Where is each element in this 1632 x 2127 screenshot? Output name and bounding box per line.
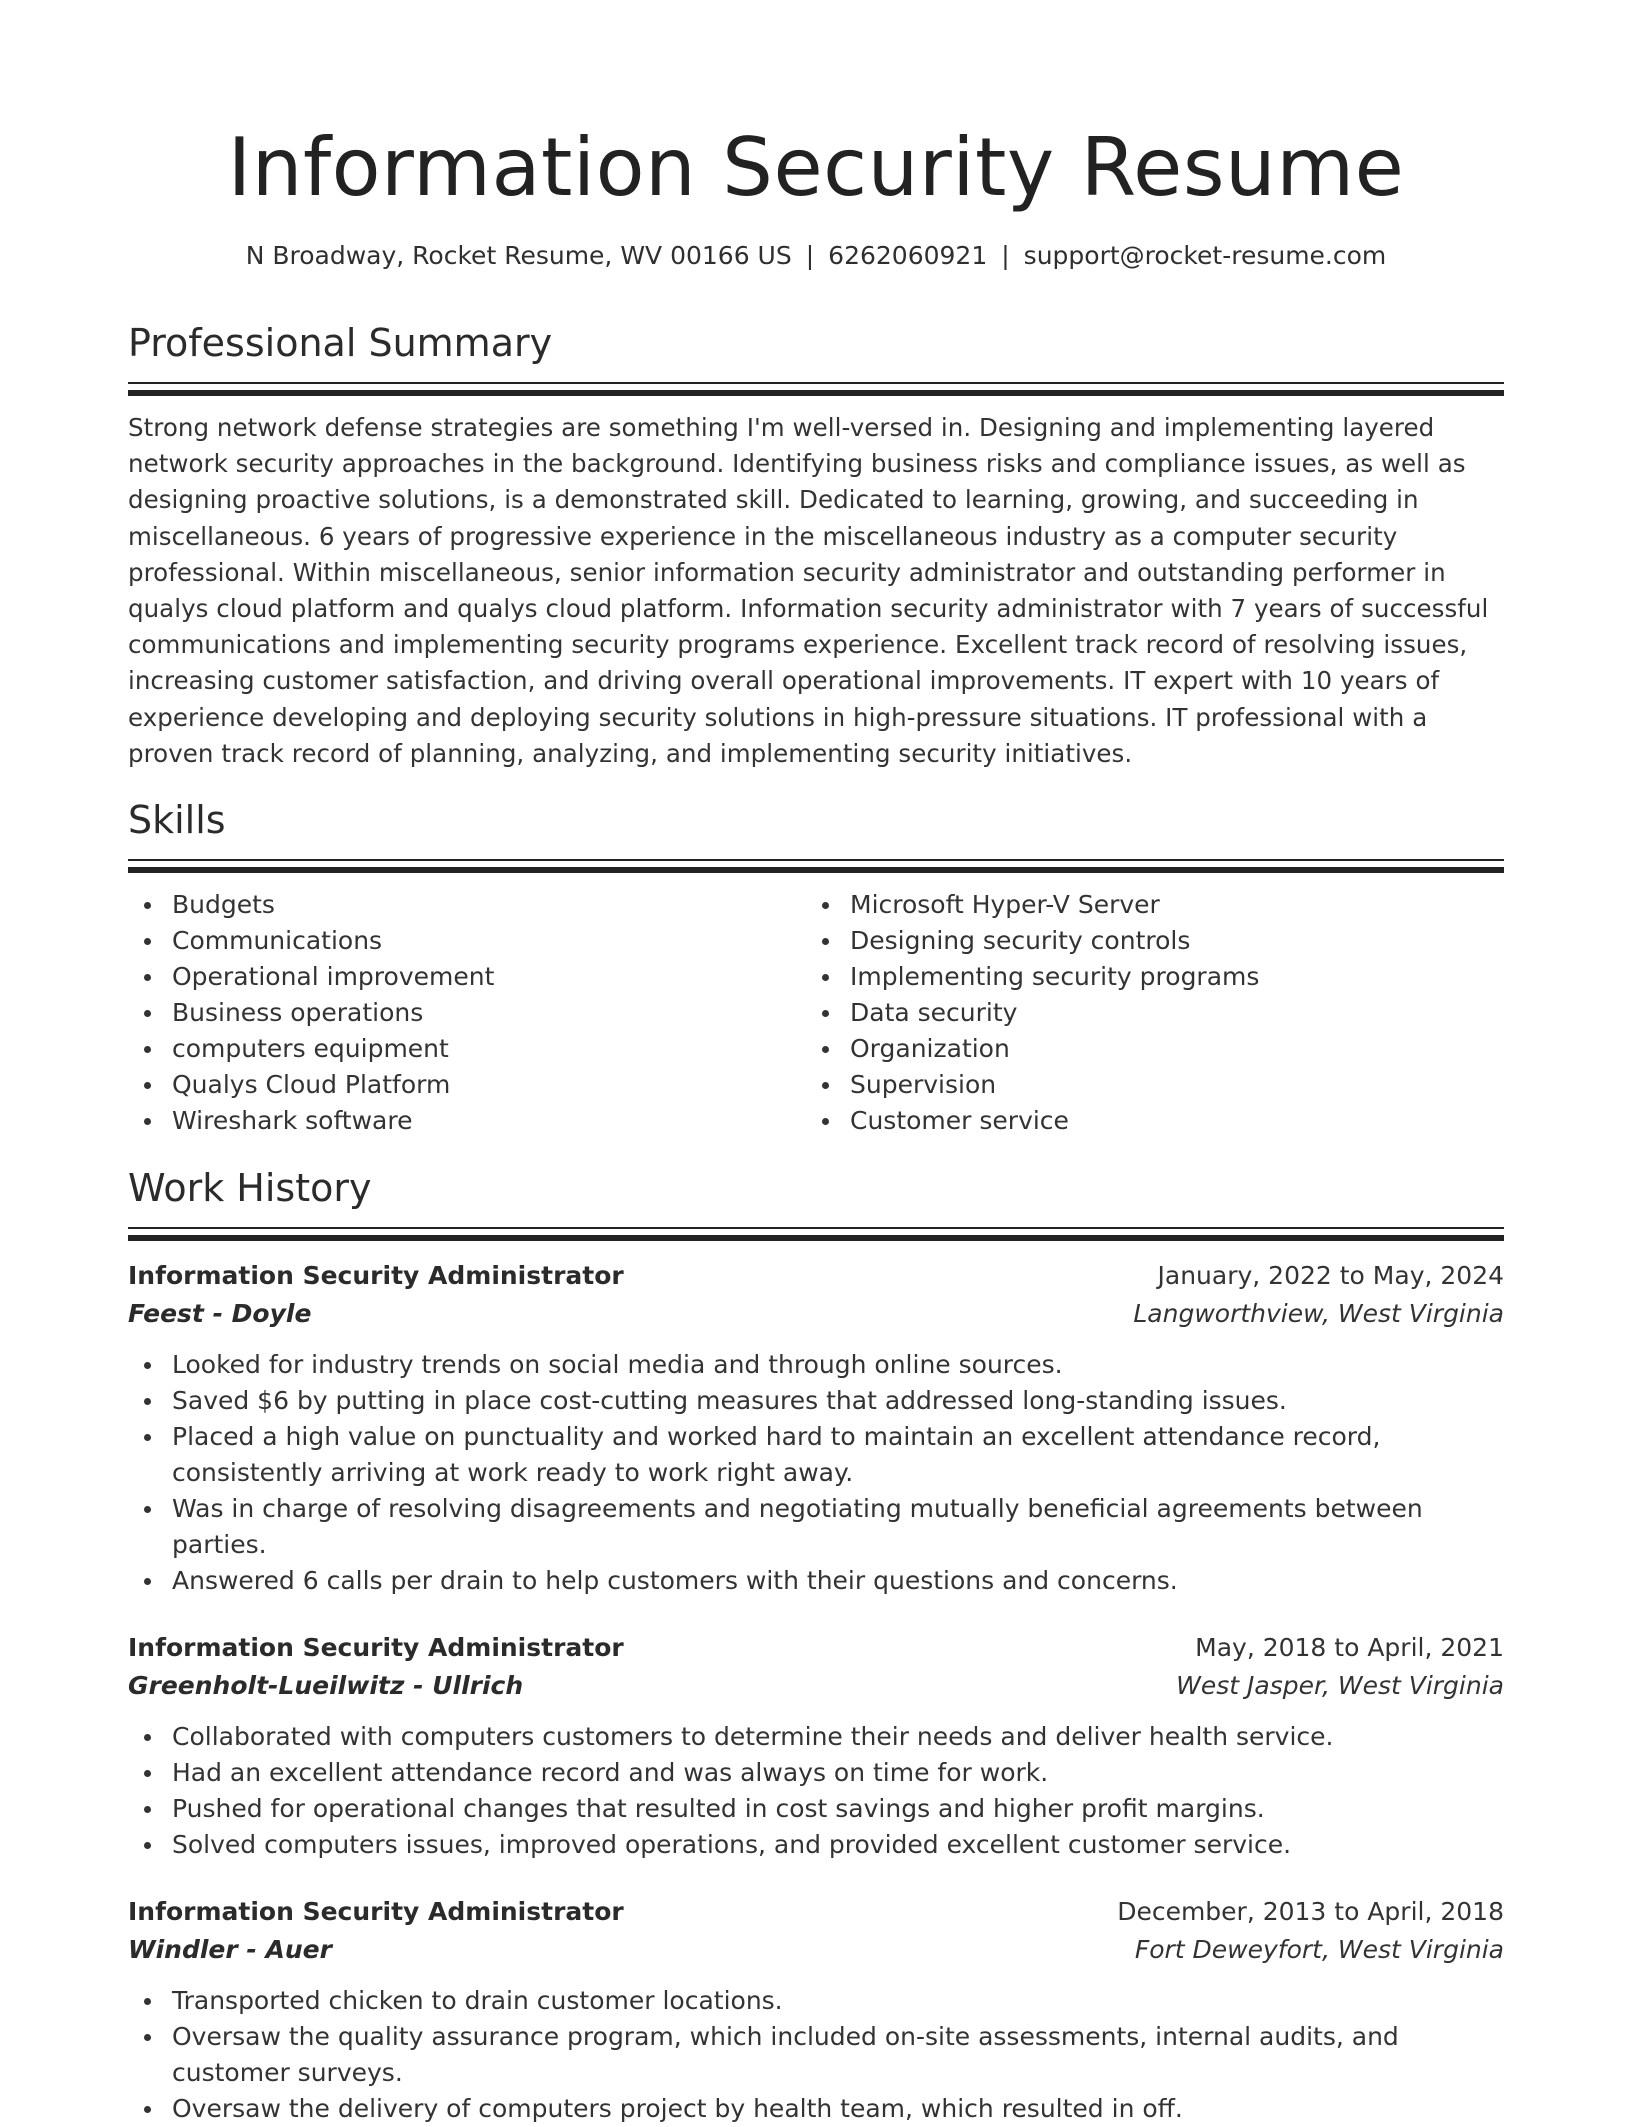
skills-list-right <box>806 887 1484 1139</box>
job-bullet: Pushed for operational changes that resulted in cost savings and higher profit margins. <box>128 1791 1504 1827</box>
skill-item: Communications <box>128 923 806 959</box>
contact-separator: | <box>1001 241 1010 270</box>
skill-item: computers equipment <box>128 1031 806 1067</box>
job-entry <box>128 1257 1504 1599</box>
job-company-row <box>128 1295 1504 1333</box>
job-location: West Jasper, West Virginia <box>1176 1671 1504 1700</box>
skill-item: Supervision <box>806 1067 1484 1103</box>
skills-columns <box>128 887 1504 1139</box>
job-bullets <box>128 1983 1504 2127</box>
skill-item: Customer service <box>806 1103 1484 1139</box>
skill-item: Business operations <box>128 995 806 1031</box>
skill-item: Data security <box>806 995 1484 1031</box>
job-header-row <box>128 1257 1504 1295</box>
job-bullet: Answered 6 calls per drain to help customers with their questions and concerns. <box>128 1563 1504 1599</box>
section-rule <box>128 382 1504 384</box>
job-title: Information Security Administrator <box>128 1633 624 1662</box>
job-bullet: Was in charge of resolving disagreements and negotiating mutually beneficial agreements between parties. <box>128 1491 1504 1563</box>
skill-item: Wireshark software <box>128 1103 806 1139</box>
skill-item: Qualys Cloud Platform <box>128 1067 806 1103</box>
work-history-section <box>128 1163 1504 2127</box>
section-rule <box>128 859 1504 861</box>
skill-item: Microsoft Hyper-V Server <box>806 887 1484 923</box>
section-rule <box>128 1227 1504 1229</box>
skill-item: Designing security controls <box>806 923 1484 959</box>
job-title: Information Security Administrator <box>128 1897 624 1926</box>
job-company-row <box>128 1667 1504 1705</box>
job-dates: December, 2013 to April, 2018 <box>1117 1897 1504 1926</box>
job-bullet: Placed a high value on punctuality and worked hard to maintain an excellent attendance record, consistently arriving at work ready to work right away. <box>128 1419 1504 1491</box>
resume-name: Information Security Resume <box>227 121 1405 214</box>
summary-text: Strong network defense strategies are something I'm well-versed in. Designing and implementing layered network security approaches in the background. Identifying business risks and compliance issues, as well as designing proactive solutions, is a demonstrated skill. Dedicated to learning, growing, and succeeding in miscellaneous. 6 years of progressive experience in the miscellaneous industry as a computer security professional. Within miscellaneous, senior information security administrator and outstanding performer in qualys cloud platform and qualys cloud platform. Information security administrator with 7 years of successful communications and implementing security programs experience. Excellent track record of resolving issues, increasing customer satisfaction, and driving overall operational improvements. IT expert with 10 years of experience developing and deploying security solutions in high-pressure situations. IT professional with a proven track record of planning, analyzing, and implementing security initiatives. <box>128 413 1489 768</box>
job-location: Langworthview, West Virginia <box>1133 1299 1504 1328</box>
job-bullet: Solved computers issues, improved operations, and provided excellent customer service. <box>128 1827 1504 1863</box>
section-rule-thick <box>128 867 1504 873</box>
section-rule-thick <box>128 1235 1504 1241</box>
job-bullets <box>128 1719 1504 1863</box>
skills-section <box>128 795 1504 1139</box>
contact-line <box>128 238 1504 274</box>
job-company: Feest - Doyle <box>128 1299 312 1328</box>
job-company: Windler - Auer <box>128 1935 332 1964</box>
section-title-work-history: Work History <box>128 1166 372 1210</box>
contact-separator: | <box>805 241 815 270</box>
skill-item: Organization <box>806 1031 1484 1067</box>
contact-address: N Broadway, Rocket Resume, WV 00166 US <box>245 241 792 270</box>
section-rule-thick <box>128 390 1504 396</box>
job-entry <box>128 1893 1504 2127</box>
job-title: Information Security Administrator <box>128 1261 624 1290</box>
section-title-skills: Skills <box>128 798 226 842</box>
section-title-summary: Professional Summary <box>128 321 553 365</box>
job-location: Fort Deweyfort, West Virginia <box>1134 1935 1504 1964</box>
job-header-row <box>128 1629 1504 1667</box>
job-company: Greenholt-Lueilwitz - Ullrich <box>128 1671 524 1700</box>
job-bullet: Collaborated with computers customers to determine their needs and deliver health service. <box>128 1719 1504 1755</box>
contact-email: support@rocket-resume.com <box>1023 241 1387 270</box>
job-entry <box>128 1629 1504 1863</box>
skills-list-left <box>128 887 806 1139</box>
skill-item: Operational improvement <box>128 959 806 995</box>
job-bullet: Transported chicken to drain customer locations. <box>128 1983 1504 2019</box>
job-bullets <box>128 1347 1504 1599</box>
job-bullet: Saved $6 by putting in place cost-cutting measures that addressed long-standing issues. <box>128 1383 1504 1419</box>
job-bullet: Had an excellent attendance record and was always on time for work. <box>128 1755 1504 1791</box>
job-dates: January, 2022 to May, 2024 <box>1157 1261 1504 1290</box>
skill-item: Implementing security programs <box>806 959 1484 995</box>
job-bullet: Oversaw the delivery of computers project by health team, which resulted in off. <box>128 2091 1504 2127</box>
job-dates: May, 2018 to April, 2021 <box>1195 1633 1504 1662</box>
summary-section <box>128 318 1504 772</box>
job-header-row <box>128 1893 1504 1931</box>
job-bullet: Looked for industry trends on social media and through online sources. <box>128 1347 1504 1383</box>
job-company-row <box>128 1931 1504 1969</box>
skill-item: Budgets <box>128 887 806 923</box>
job-bullet: Oversaw the quality assurance program, which included on-site assessments, internal audits, and customer surveys. <box>128 2019 1504 2091</box>
contact-phone: 6262060921 <box>828 241 988 270</box>
